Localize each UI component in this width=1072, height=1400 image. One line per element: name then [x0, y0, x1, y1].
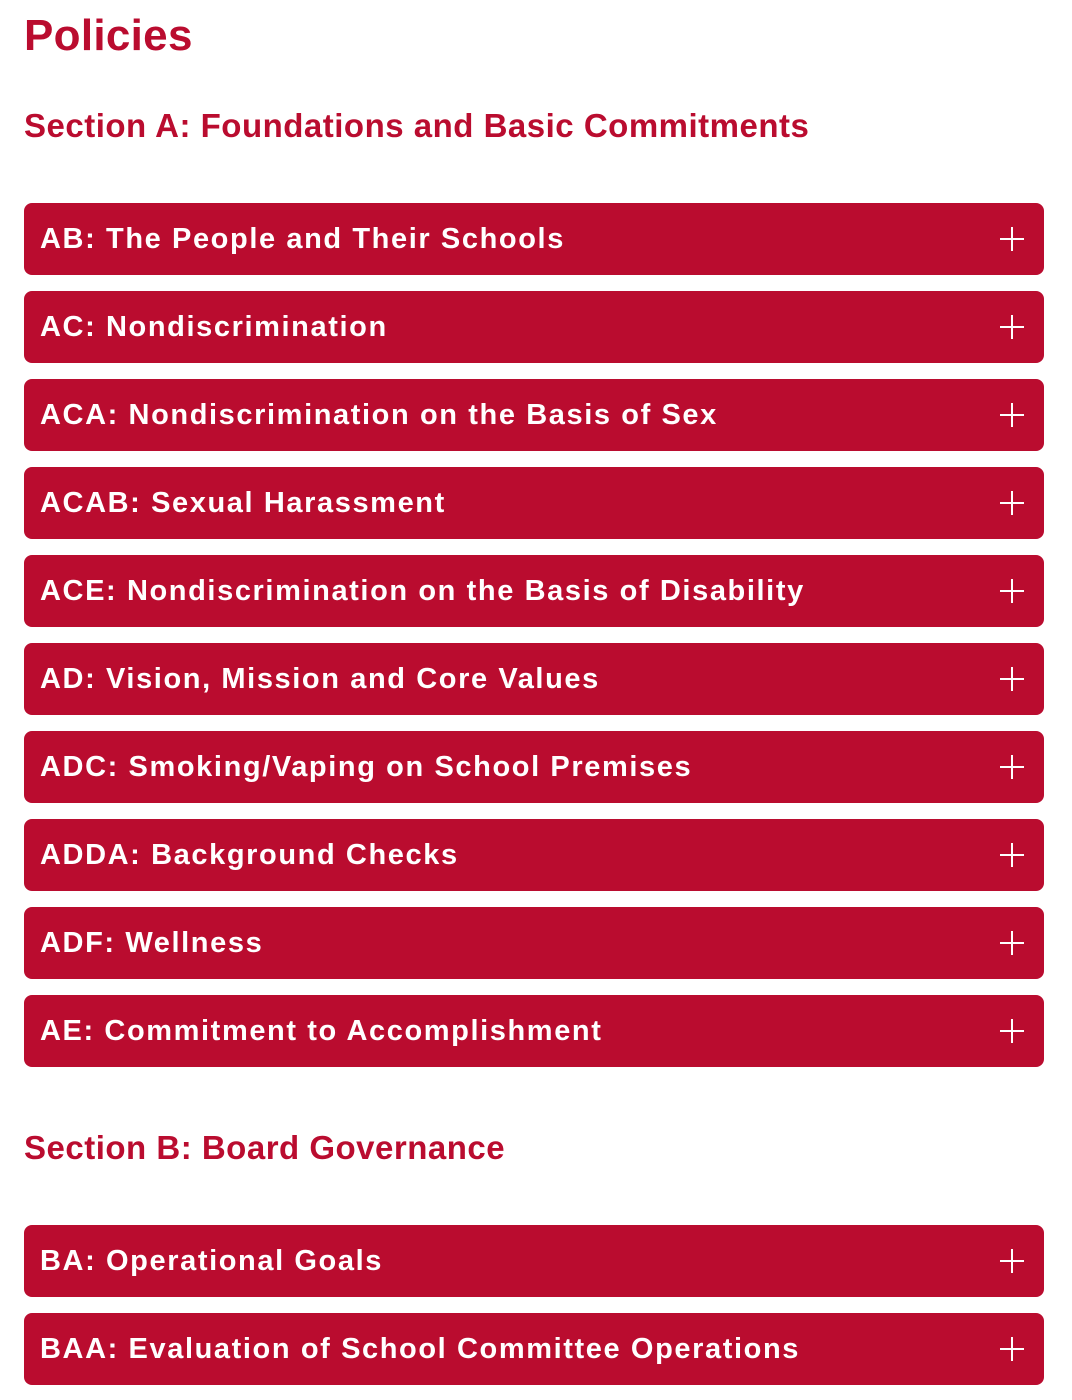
plus-icon[interactable]	[1000, 227, 1024, 251]
accordion-label: ADDA: Background Checks	[40, 839, 459, 871]
plus-icon[interactable]	[1000, 315, 1024, 339]
plus-icon[interactable]	[1000, 667, 1024, 691]
accordion-label: AD: Vision, Mission and Core Values	[40, 663, 600, 695]
section-b-heading: Section B: Board Governance	[24, 1129, 506, 1166]
plus-icon[interactable]	[1000, 579, 1024, 603]
plus-icon[interactable]	[1000, 1249, 1024, 1273]
accordion-label: BAA: Evaluation of School Committee Operations	[40, 1333, 800, 1365]
plus-icon[interactable]	[1000, 931, 1024, 955]
accordion-adc[interactable]	[24, 731, 1044, 803]
section-a-heading: Section A: Foundations and Basic Commitments	[24, 107, 810, 144]
accordion-label: ADF: Wellness	[40, 927, 264, 959]
accordion-adf[interactable]	[24, 907, 1044, 979]
accordion-label: BA: Operational Goals	[40, 1245, 383, 1277]
section-a-accordion-list	[24, 203, 1044, 1067]
accordion-baa[interactable]	[24, 1313, 1044, 1385]
accordion-ba[interactable]	[24, 1225, 1044, 1297]
accordion-ab[interactable]	[24, 203, 1044, 275]
accordion-label: ACA: Nondiscrimination on the Basis of Sex	[40, 399, 718, 431]
accordion-ad[interactable]	[24, 643, 1044, 715]
plus-icon[interactable]	[1000, 491, 1024, 515]
accordion-ace[interactable]	[24, 555, 1044, 627]
accordion-aca[interactable]	[24, 379, 1044, 451]
accordion-label: ADC: Smoking/Vaping on School Premises	[40, 751, 693, 783]
accordion-adda[interactable]	[24, 819, 1044, 891]
accordion-ac[interactable]	[24, 291, 1044, 363]
plus-icon[interactable]	[1000, 755, 1024, 779]
accordion-acab[interactable]	[24, 467, 1044, 539]
accordion-label: ACE: Nondiscrimination on the Basis of Disability	[40, 575, 805, 607]
accordion-ae[interactable]	[24, 995, 1044, 1067]
section-b-accordion-list	[24, 1225, 1044, 1385]
accordion-label: ACAB: Sexual Harassment	[40, 487, 446, 519]
plus-icon[interactable]	[1000, 403, 1024, 427]
plus-icon[interactable]	[1000, 1337, 1024, 1361]
accordion-label: AE: Commitment to Accomplishment	[40, 1015, 603, 1047]
plus-icon[interactable]	[1000, 1019, 1024, 1043]
page-title: Policies	[24, 11, 193, 60]
accordion-label: AC: Nondiscrimination	[40, 311, 388, 343]
plus-icon[interactable]	[1000, 843, 1024, 867]
accordion-label: AB: The People and Their Schools	[40, 223, 565, 255]
